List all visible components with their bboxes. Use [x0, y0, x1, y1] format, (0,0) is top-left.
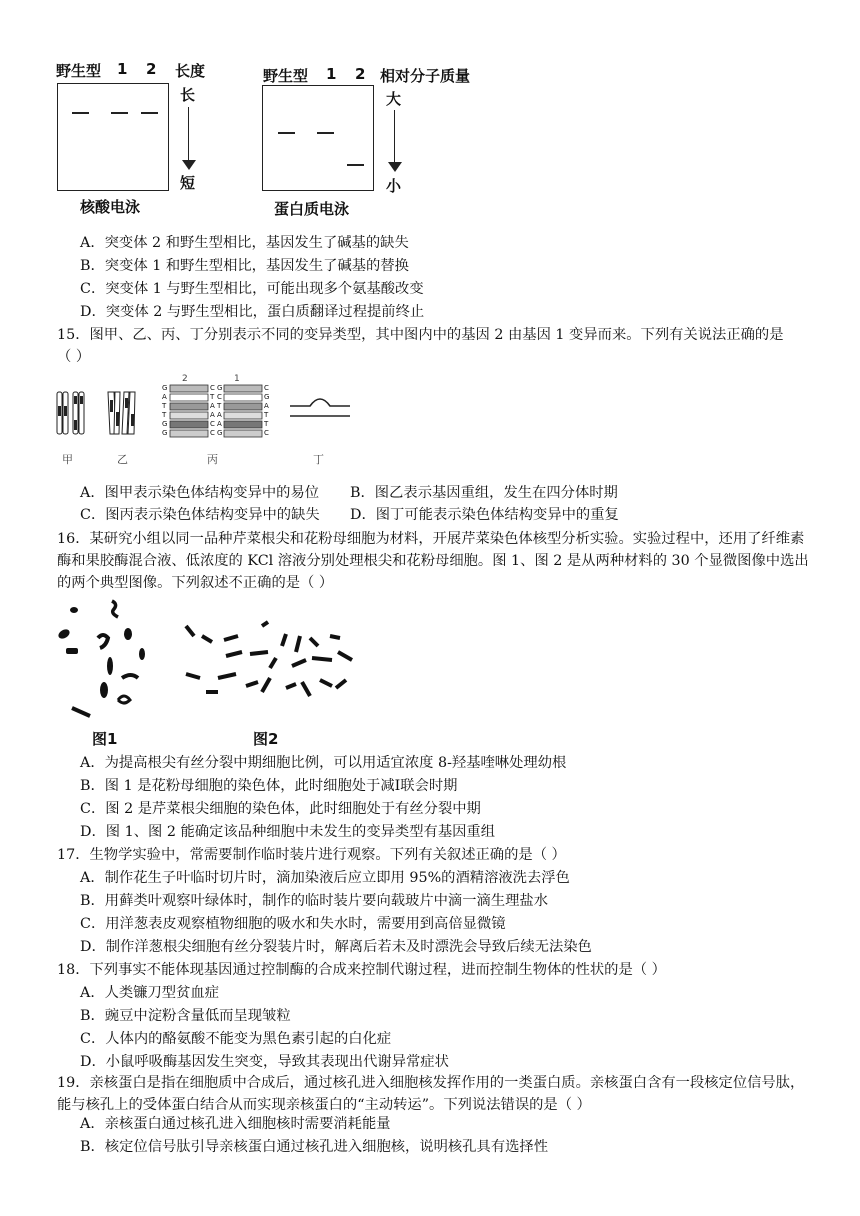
q15-option-a: A．图甲表示染色体结构变异中的易位 [80, 485, 320, 501]
nucleic-gel-box [57, 83, 169, 191]
fig-label-ding: 丁 [313, 453, 324, 466]
fig-jia-chromosomes [54, 390, 88, 440]
nucleic-axis-arrow [188, 107, 189, 165]
fig-label-bing: 丙 [207, 453, 218, 466]
protein-header-2: 2 [355, 65, 366, 83]
nucleic-band-wild [72, 112, 89, 114]
bing-letter: A [217, 420, 222, 428]
q18-option-c: C．人体内的酪氨酸不能变为黑色素引起的白化症 [80, 1031, 392, 1047]
fig-ding-loop [288, 394, 352, 424]
q16-option-d: D．图 1、图 2 能确定该品种细胞中未发生的变异类型有基因重组 [80, 824, 496, 840]
fig-label-yi: 乙 [117, 453, 128, 466]
bing-header-1: 1 [234, 374, 240, 384]
q14-option-d: D．突变体 2 与野生型相比，蛋白质翻译过程提前终止 [80, 304, 425, 320]
fig-label-jia: 甲 [62, 453, 73, 466]
nucleic-axis-top: 长 [180, 86, 196, 104]
bing-letter: G [162, 384, 168, 392]
bing-letter: C [264, 429, 269, 437]
bing-letter: A [210, 411, 215, 419]
q14-option-c: C．突变体 1 与野生型相比，可能出现多个氨基酸改变 [80, 281, 424, 297]
bing-letter: C [210, 429, 215, 437]
q17-option-c: C．用洋葱表皮观察植物细胞的吸水和失水时，需要用到高倍显微镜 [80, 916, 506, 932]
q17-option-a: A．制作花生子叶临时切片时，滴加染液后应立即用 95%的酒精溶液洗去浮色 [80, 870, 570, 886]
bing-letter: A [217, 411, 222, 419]
nucleic-axis-bottom: 短 [180, 174, 196, 192]
q14-option-b: B．突变体 1 和野生型相比，基因发生了碱基的替换 [80, 258, 409, 274]
q19-option-a: A．亲核蛋白通过核孔进入细胞核时需要消耗能量 [80, 1116, 391, 1132]
fig-bing-dna [162, 374, 272, 444]
q15-option-c: C．图丙表示染色体结构变异中的缺失 [80, 507, 320, 523]
bing-letter: A [264, 402, 269, 410]
nucleic-caption: 核酸电泳 [80, 198, 141, 216]
bing-letter: C [210, 420, 215, 428]
q18-option-d: D．小鼠呼吸酶基因发生突变，导致其表现出代谢异常症状 [80, 1054, 449, 1070]
q15-stem: 15．图甲、乙、丙、丁分别表示不同的变异类型，其中图内中的基因 2 由基因 1 变异而来。下列有关说法正确的是 [57, 327, 784, 343]
bing-letter: C [264, 384, 269, 392]
q16-fig2-label: 图2 [253, 730, 279, 748]
bing-letter: C [217, 393, 222, 401]
bing-letter: T [162, 402, 167, 410]
bing-letter: G [217, 384, 223, 392]
protein-caption: 蛋白质电泳 [274, 200, 350, 218]
q18-option-a: A．人类镰刀型贫血症 [80, 985, 219, 1001]
nucleic-header-wild: 野生型 [56, 62, 102, 80]
nucleic-arrow-head [182, 160, 196, 170]
protein-band-wild [278, 132, 295, 134]
bing-letter: T [217, 402, 222, 410]
q16-stem: 16．某研究小组以同一品种芹菜根尖和花粉母细胞为材料，开展芹菜染色体核型分析实验。实验过程中，还用了纤维素酶和果胶酶混合液、低浓度的 KCl 溶液分别处理根尖和花粉母细胞。图 1、图 2 是从两种材料的 30 个显微图像中选出的两个典型图像。下列叙述不正确的是（ ） [57, 531, 809, 591]
protein-gel-box [262, 85, 374, 191]
bing-letter: T [264, 420, 269, 428]
bing-letters-mid-right [217, 384, 222, 438]
q15-option-b: B．图乙表示基因重组，发生在四分体时期 [350, 485, 618, 501]
bing-letters-right [264, 384, 269, 438]
protein-band-2 [347, 164, 364, 166]
protein-axis-bottom: 小 [386, 177, 402, 195]
q17-option-b: B．用藓类叶观察叶绿体时，制作的临时装片要向载玻片中滴一滴生理盐水 [80, 893, 549, 909]
q15-stem-paren: （ ） [57, 349, 91, 365]
q16-option-b: B．图 1 是花粉母细胞的染色体，此时细胞处于减Ⅰ联会时期 [80, 778, 458, 794]
bing-letter: C [210, 384, 215, 392]
bing-letters-left [162, 384, 167, 438]
protein-axis-top: 大 [386, 90, 402, 108]
nucleic-band-2 [141, 112, 158, 114]
bing-letter: G [162, 420, 168, 428]
q16-micrographs [50, 596, 370, 722]
q14-option-a: A．突变体 2 和野生型相比，基因发生了碱基的缺失 [80, 235, 409, 251]
bing-header-2: 2 [182, 374, 188, 384]
protein-axis-arrow [394, 110, 395, 166]
q16-option-a: A．为提高根尖有丝分裂中期细胞比例，可以用适宜浓度 8-羟基喹啉处理幼根 [80, 755, 567, 771]
fig-yi-chromosomes [104, 390, 138, 440]
q19-stem: 19．亲核蛋白是指在细胞质中合成后，通过核孔进入细胞核发挥作用的一类蛋白质。亲核蛋白含有一段核定位信号肽，能与核孔上的受体蛋白结合从而实现亲核蛋白的“主动转运”。下列说法错误的是（ ） [57, 1075, 805, 1113]
q15-option-d: D．图丁可能表示染色体结构变异中的重复 [350, 507, 619, 523]
q19-option-b: B．核定位信号肽引导亲核蛋白通过核孔进入细胞核，说明核孔具有选择性 [80, 1139, 549, 1155]
bing-letter: T [162, 411, 167, 419]
q17-option-d: D．制作洋葱根尖细胞有丝分裂装片时，解离后若未及时漂洗会导致后续无法染色 [80, 939, 592, 955]
bing-letter: A [162, 393, 167, 401]
nucleic-header-axis: 长度 [175, 62, 206, 80]
bing-letters-mid-left [210, 384, 215, 438]
protein-header-1: 1 [326, 65, 337, 83]
bing-letter: G [162, 429, 168, 437]
q18-option-b: B．豌豆中淀粉含量低而呈现皱粒 [80, 1008, 291, 1024]
q16-option-c: C．图 2 是芹菜根尖细胞的染色体，此时细胞处于有丝分裂中期 [80, 801, 481, 817]
protein-header-axis: 相对分子质量 [380, 67, 471, 85]
bing-letter: T [210, 393, 215, 401]
q16-fig1-label: 图1 [92, 730, 118, 748]
nucleic-band-1 [111, 112, 128, 114]
protein-arrow-head [388, 162, 402, 172]
protein-header-wild: 野生型 [263, 67, 309, 85]
q17-stem: 17．生物学实验中，常需要制作临时装片进行观察。下列有关叙述正确的是（ ） [57, 847, 566, 863]
bing-letter: G [217, 429, 223, 437]
nucleic-header-2: 2 [146, 60, 157, 78]
q18-stem: 18．下列事实不能体现基因通过控制酶的合成来控制代谢过程，进而控制生物体的性状的是（ ） [57, 962, 666, 978]
nucleic-header-1: 1 [117, 60, 128, 78]
bing-letter: T [264, 411, 269, 419]
protein-band-1 [317, 132, 334, 134]
bing-letter: G [264, 393, 270, 401]
bing-letter: A [210, 402, 215, 410]
